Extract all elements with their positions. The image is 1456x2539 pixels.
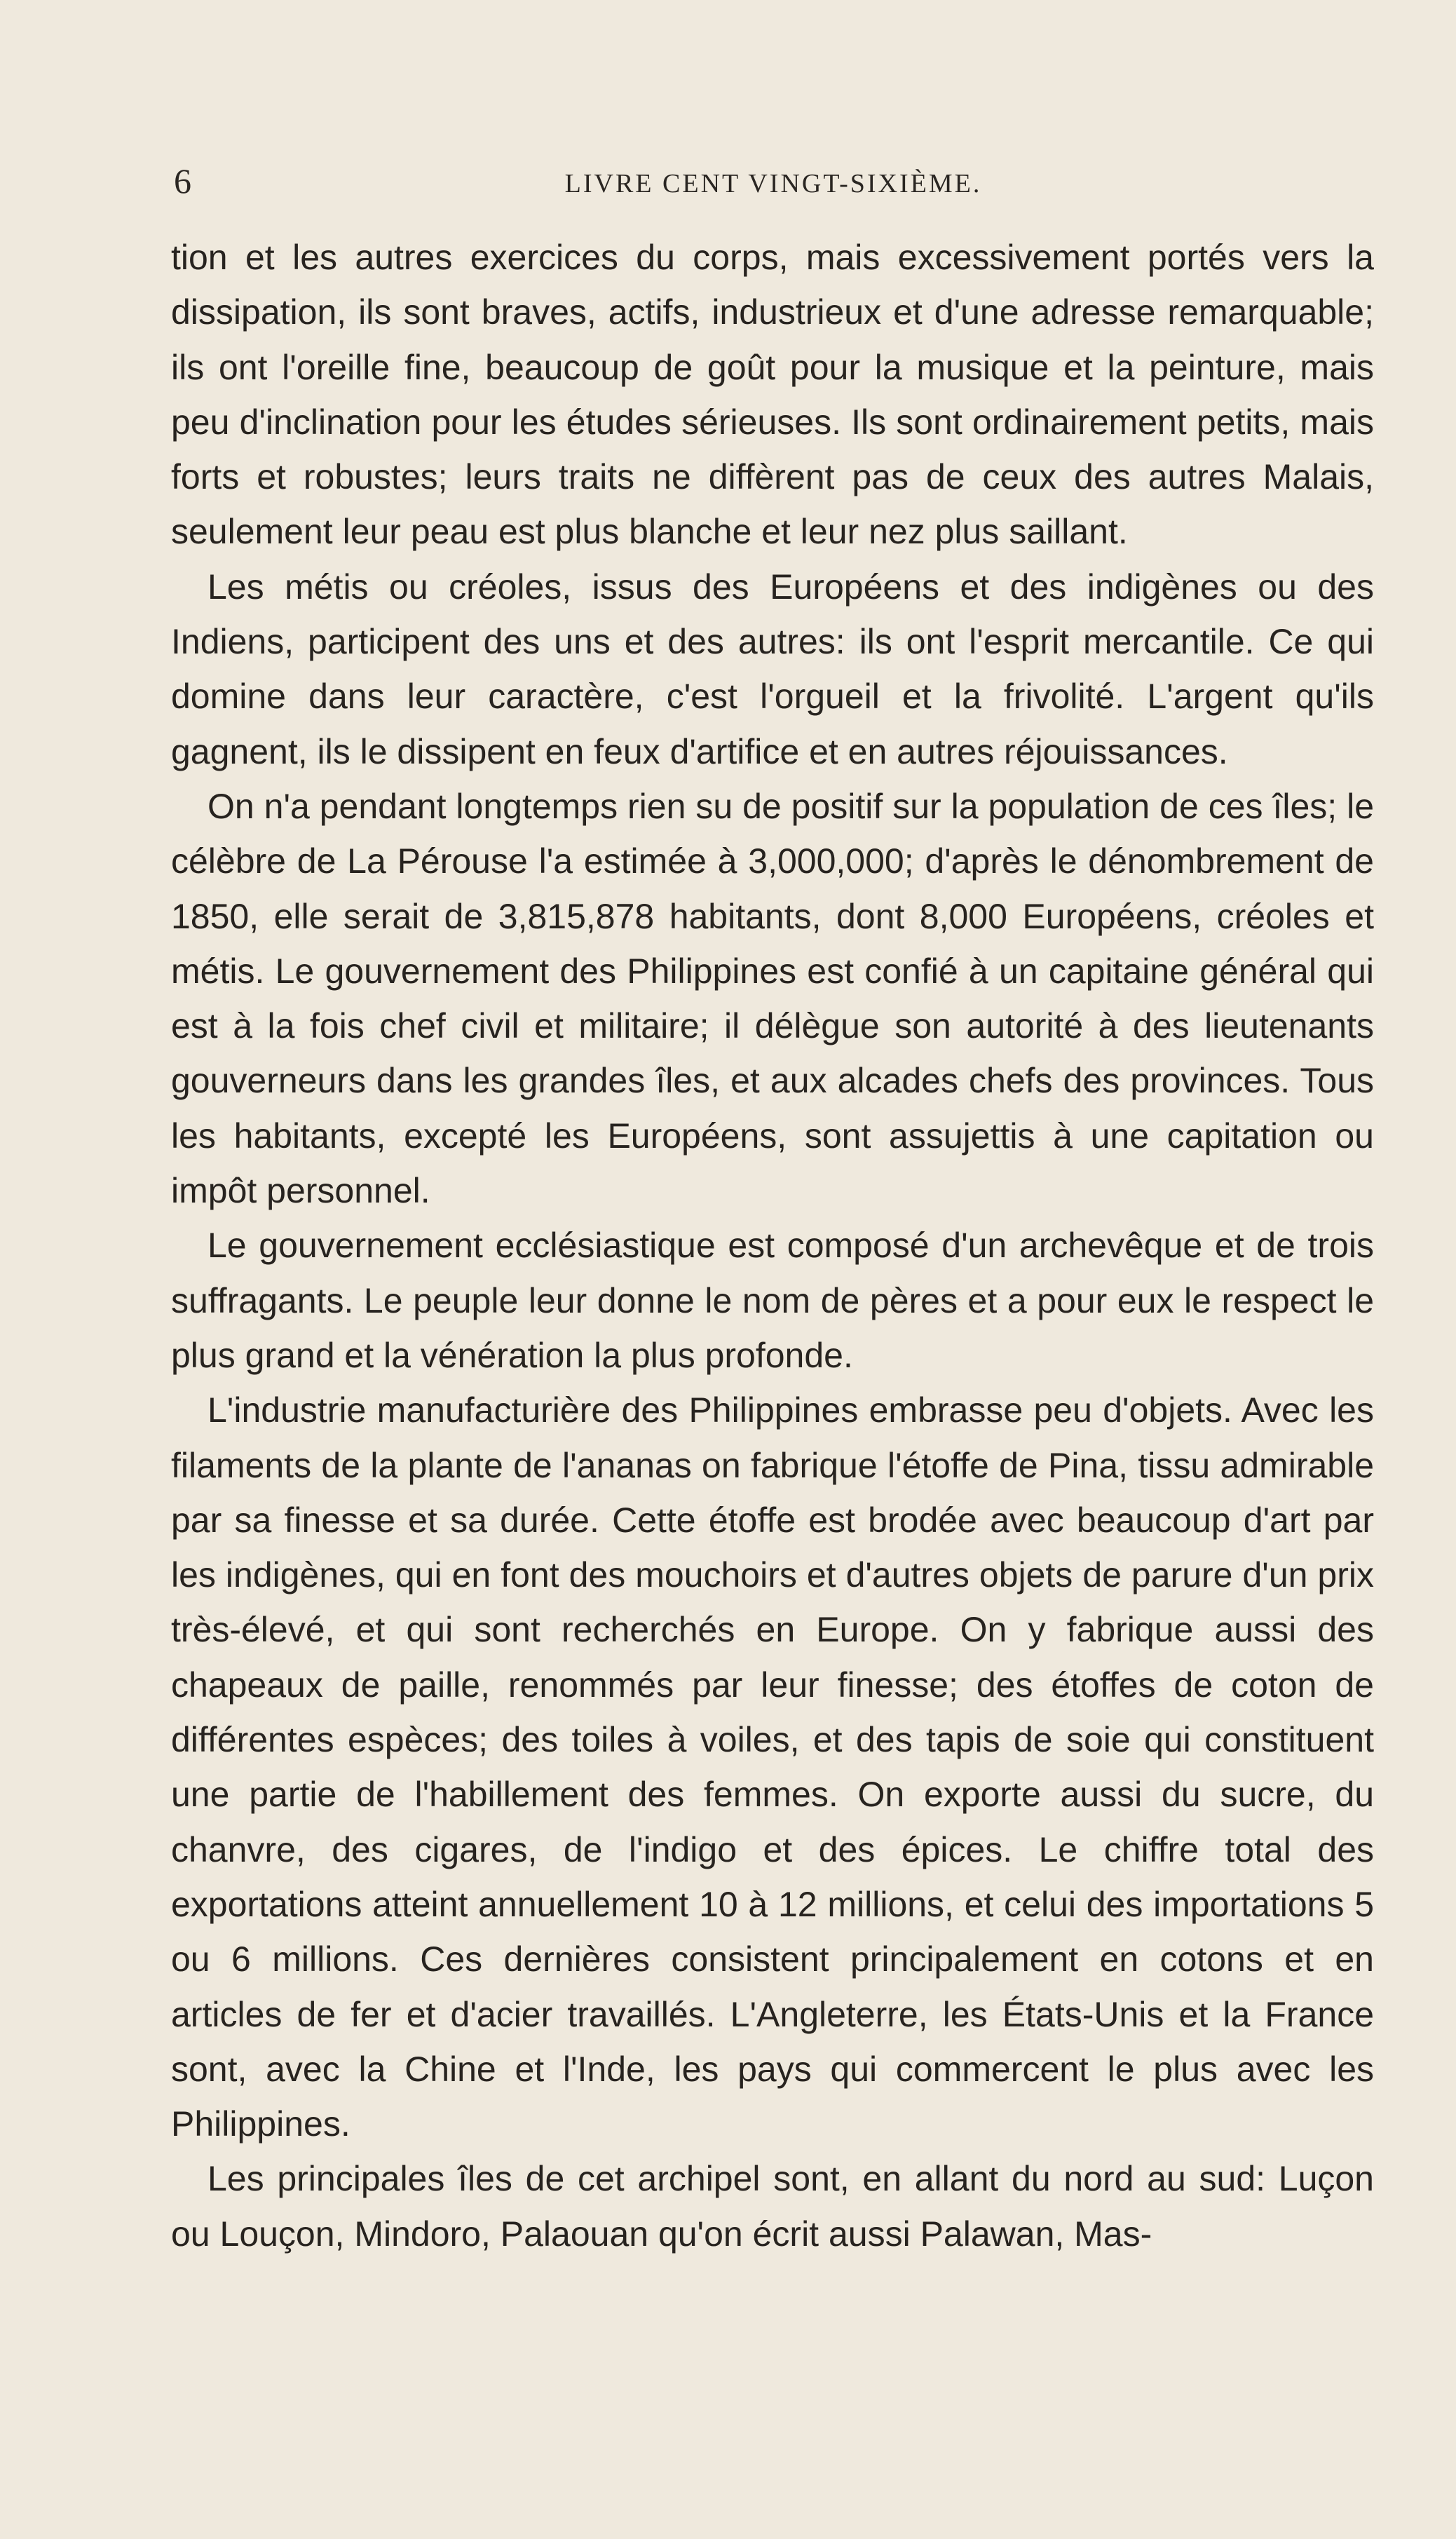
paragraph-metis: Les métis ou créoles, issus des Européens et des indigènes ou des Indiens, participent des uns et des autres: ils ont l'esprit mercantile. Ce qui domine dans leur caractère, c'est l'orgueil et la frivolité. L'argent qu'ils gagnent, ils le dissipent en feux d'artifice et en autres réjouissances.	[171, 567, 1374, 771]
paragraph-islands: Les principales îles de cet archipel sont, en allant du nord au sud: Luçon ou Louçon, Mindoro, Palaouan qu'on écrit aussi Palawan, Mas-	[171, 2159, 1374, 2254]
paragraph-population: On n'a pendant longtemps rien su de positif sur la population de ces îles; le célèbre de La Pérouse l'a estimée à 3,000,000; d'après le dénombrement de 1850, elle serait de 3,815,878 habitants, dont 8,000 Européens, créoles et métis. Le gouvernement des Philippines est confié à un capitaine général qui est à la fois chef civil et militaire; il délègue son autorité à des lieutenants gouverneurs dans les grandes îles, et aux alcades chefs des provinces. Tous les habitants, excepté les Européens, sont assujettis à une capitation ou impôt personnel.	[171, 786, 1374, 1211]
page-number: 6	[174, 161, 191, 201]
paragraph-continuation: tion et les autres exercices du corps, mais excessivement portés vers la dissipation, ils sont braves, actifs, industrieux et d'une adresse remarquable; ils ont l'oreille fine, beaucoup de goût pour la musique et la peinture, mais peu d'inclination pour les études sérieuses. Ils sont ordinairement petits, mais forts et robustes; leurs traits ne diffèrent pas de ceux des autres Malais, seulement leur peau est plus blanche et leur nez plus saillant.	[171, 238, 1374, 552]
paragraph-ecclesiastical: Le gouvernement ecclésiastique est composé d'un archevêque et de trois suffragants. Le peuple leur donne le nom de pères et a pour eux le respect le plus grand et la vénération la plus profonde.	[171, 1226, 1374, 1375]
paragraph-industry: L'industrie manufacturière des Philippines embrasse peu d'objets. Avec les filaments de la plante de l'ananas on fabrique l'étoffe de Pina, tissu admirable par sa finesse et sa durée. Cette étoffe est brodée avec beaucoup d'art par les indigènes, qui en font des mouchoirs et d'autres objets de parure d'un prix très-élevé, et qui sont recherchés en Europe. On y fabrique aussi des chapeaux de paille, renommés par leur finesse; des étoffes de coton de différentes espèces; des toiles à voiles, et des tapis de soie qui constituent une partie de l'habillement des femmes. On exporte aussi du sucre, du chanvre, des cigares, de l'indigo et des épices. Le chiffre total des exportations atteint annuellement 10 à 12 millions, et celui des importations 5 ou 6 millions. Ces dernières consistent principalement en cotons et en articles de fer et d'acier travaillés. L'Angleterre, les États-Unis et la France sont, avec la Chine et l'Inde, les pays qui commercent le plus avec les Philippines.	[171, 1390, 1374, 2144]
body-text	[171, 230, 1374, 2261]
running-head: LIVRE CENT VINGT-SIXIÈME.	[564, 169, 982, 198]
page-header	[174, 160, 1373, 202]
